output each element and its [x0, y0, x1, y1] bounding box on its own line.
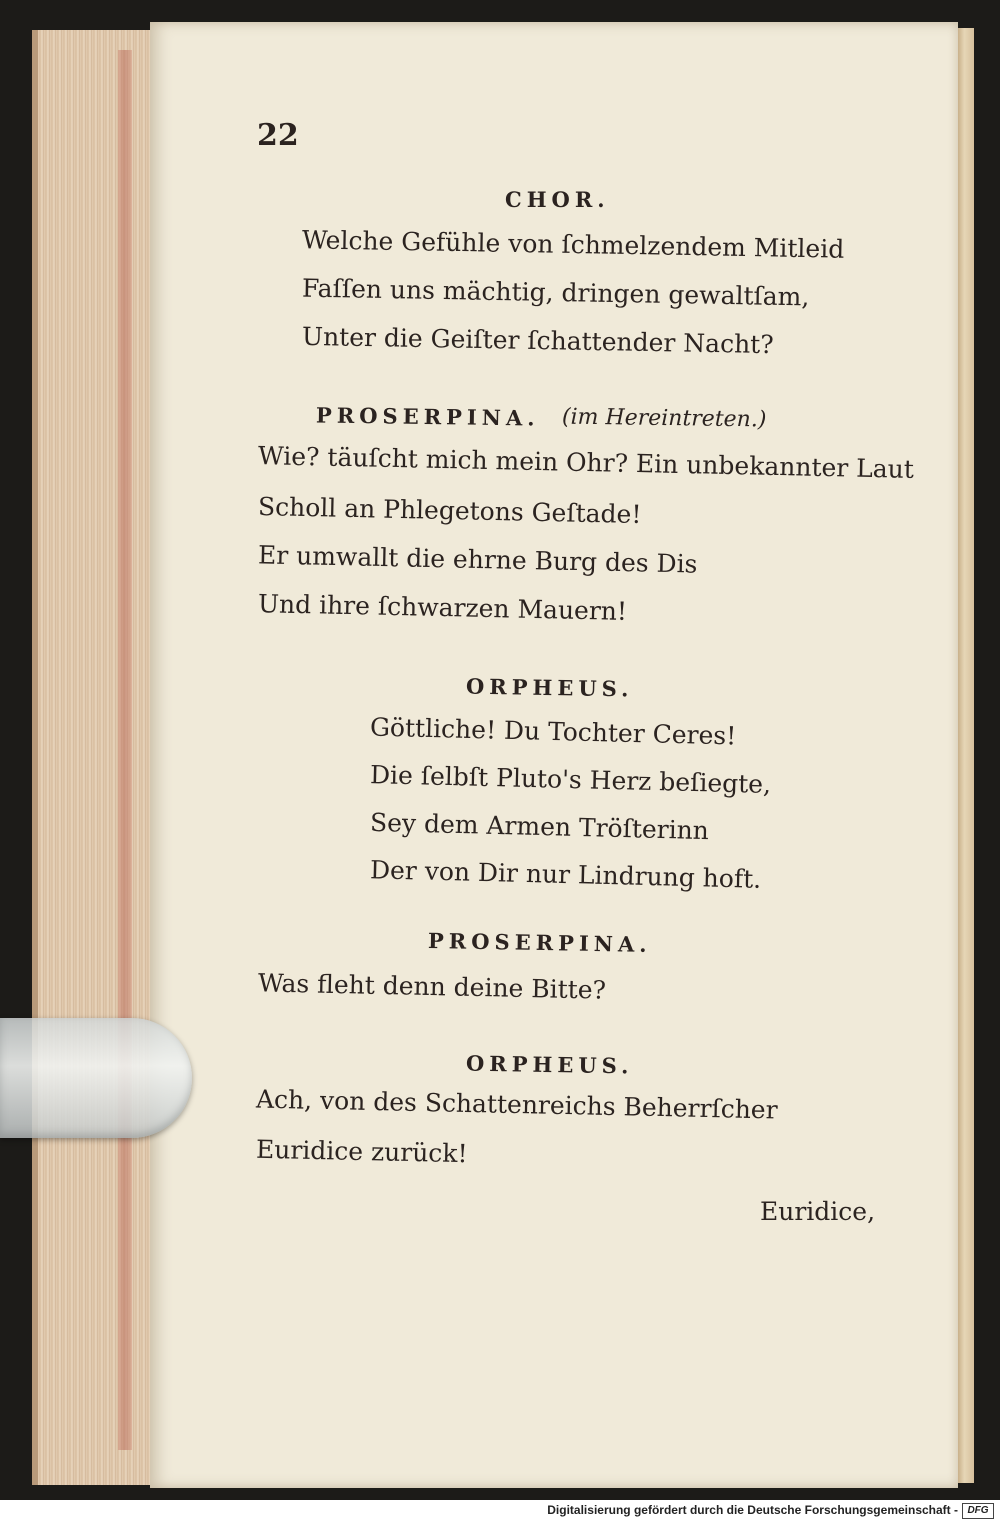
- text-line: Ach, von des Schattenreichs Beherrſcher: [255, 1084, 778, 1125]
- text-line: Und ihre ſchwarzen Mauern!: [257, 589, 628, 626]
- text-line: Was fleht denn deine Bitte?: [257, 968, 607, 1005]
- stage-direction: (im Hereintreten.): [561, 404, 767, 433]
- text-line: Die ſelbſt Pluto's Herz beſiegte,: [369, 760, 772, 799]
- red-page-edge: [118, 50, 132, 1450]
- facing-page-edge: [958, 28, 974, 1483]
- text-line: Wie? täuſcht mich mein Ohr? Ein unbekannter Laut: [257, 441, 915, 484]
- dfg-logo-icon: DFG: [962, 1503, 994, 1519]
- text-line: Welche Gefühle von ſchmelzendem Mitleid: [301, 225, 845, 264]
- speaker-heading-orpheus: ORPHEUS.: [465, 1050, 634, 1079]
- text-line: Faſſen uns mächtig, dringen gewaltſam,: [301, 273, 810, 312]
- footer-bar: [0, 1500, 1000, 1521]
- book-page-edges: [32, 30, 152, 1485]
- text-line: Sey dem Armen Tröſterinn: [369, 807, 710, 846]
- text-line: Scholl an Phlegetons Geſtade!: [257, 491, 642, 530]
- text-line: Göttliche! Du Tochter Ceres!: [369, 712, 737, 751]
- speaker-heading-chor: CHOR.: [505, 187, 610, 212]
- page-number: 22: [257, 118, 299, 153]
- speaker-heading-orpheus: ORPHEUS.: [465, 673, 634, 702]
- text-line: Euridice zurück!: [255, 1134, 468, 1169]
- page-holder-clip: [0, 1018, 192, 1138]
- text-line: Der von Dir nur Lindrung hoft.: [369, 855, 762, 894]
- catchword: Euridice,: [760, 1197, 876, 1226]
- footer-credit: Digitalisierung gefördert durch die Deutsche Forschungsgemeinschaft -: [547, 1503, 958, 1517]
- speaker-heading-proserpina: PROSERPINA.: [315, 402, 540, 431]
- speaker-heading-proserpina: PROSERPINA.: [427, 928, 652, 957]
- text-line: Er umwallt die ehrne Burg des Dis: [257, 540, 698, 579]
- text-line: Unter die Geiſter ſchattender Nacht?: [301, 321, 774, 360]
